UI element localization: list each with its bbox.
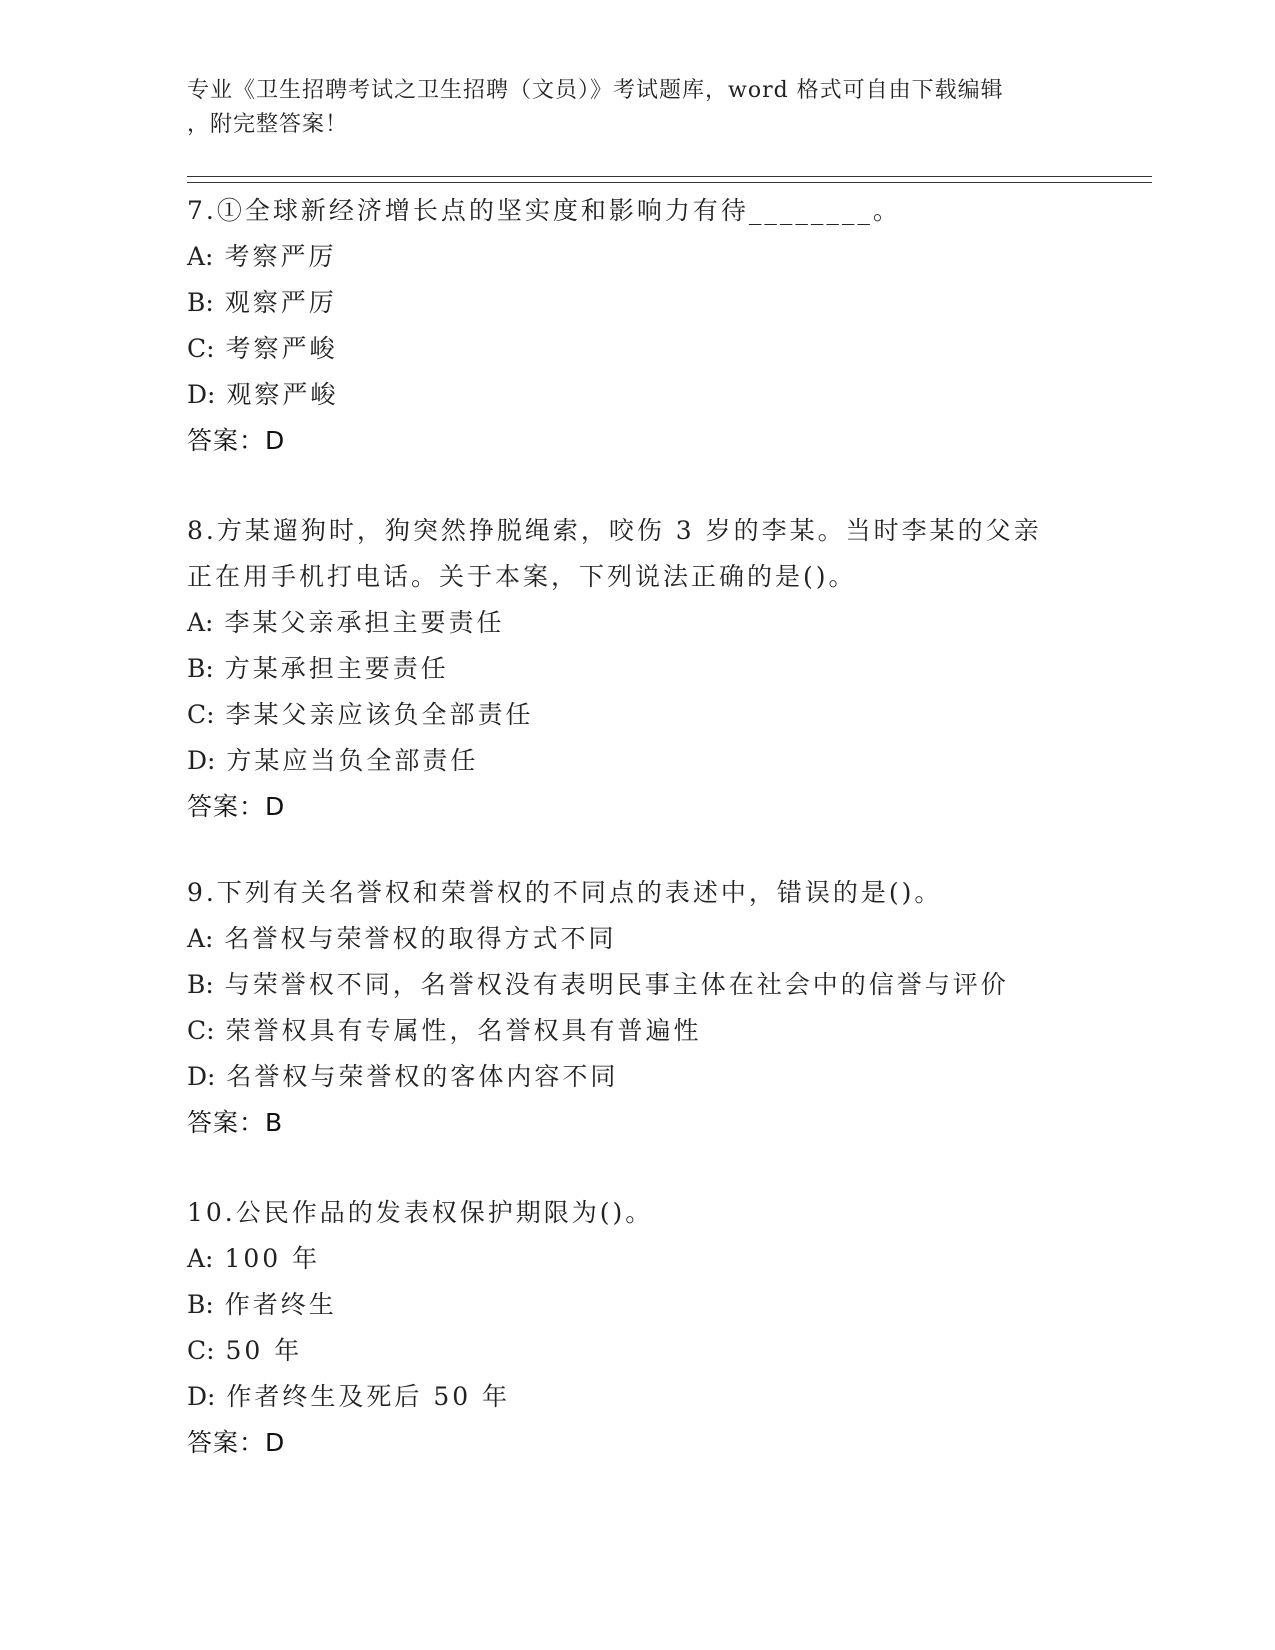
option-text: 观察严厉: [224, 288, 337, 317]
option-text: 与荣誉权不同，名誉权没有表明民事主体在社会中的信誉与评价: [224, 970, 1009, 999]
question-stem: 10.公民作品的发表权保护期限为()。: [187, 1198, 654, 1227]
option-d: [187, 1054, 1087, 1100]
option-c: [187, 1008, 1087, 1054]
option-b: [187, 646, 1087, 692]
option-d: [187, 372, 1087, 418]
answer-text: 答案：D: [187, 792, 286, 821]
option-label: D:: [187, 1062, 216, 1091]
option-text: 李某父亲应该负全部责任: [225, 700, 534, 729]
answer-text: 答案：D: [187, 1428, 286, 1457]
option-label: C:: [187, 700, 215, 729]
document-header: [187, 74, 1067, 142]
option-a: [187, 600, 1087, 646]
option-text: 李某父亲承担主要责任: [224, 608, 505, 637]
option-c: [187, 326, 1087, 372]
option-label: B:: [187, 288, 214, 317]
option-label: C:: [187, 334, 215, 363]
header-divider-top: [187, 176, 1152, 177]
option-label: C:: [187, 1336, 215, 1365]
header-line-2: ，附完整答案！: [187, 112, 349, 137]
option-label: B:: [187, 970, 214, 999]
option-c: [187, 1328, 1087, 1374]
question-stem: 7.①全球新经济增长点的坚实度和影响力有待________。: [187, 196, 901, 225]
option-label: D:: [187, 380, 216, 409]
option-label: B:: [187, 654, 214, 683]
option-label: A:: [187, 924, 214, 953]
option-text: 方某应当负全部责任: [226, 746, 479, 775]
question-10: [187, 1190, 1087, 1466]
option-d: [187, 738, 1087, 784]
option-label: A:: [187, 242, 214, 271]
option-c: [187, 692, 1087, 738]
option-label: D:: [187, 1382, 216, 1411]
option-text: 名誉权与荣誉权的客体内容不同: [226, 1062, 619, 1091]
option-text: 作者终生: [224, 1290, 337, 1319]
answer-text: 答案：B: [187, 1108, 284, 1137]
option-label: A:: [187, 1244, 214, 1273]
option-text: 50 年: [225, 1336, 303, 1365]
option-text: 观察严峻: [226, 380, 339, 409]
option-label: B:: [187, 1290, 214, 1319]
question-stem-line-1: 8.方某遛狗时，狗突然挣脱绳索，咬伤 3 岁的李某。当时李某的父亲: [187, 516, 1042, 545]
option-text: 100 年: [224, 1244, 321, 1273]
question-9: [187, 870, 1087, 1146]
option-b: [187, 962, 1087, 1008]
option-text: 考察严峻: [225, 334, 338, 363]
header-divider-bottom: [187, 182, 1152, 183]
option-a: [187, 1236, 1087, 1282]
option-text: 名誉权与荣誉权的取得方式不同: [224, 924, 617, 953]
option-text: 考察严厉: [224, 242, 337, 271]
question-stem: 9.下列有关名誉权和荣誉权的不同点的表述中，错误的是()。: [187, 878, 943, 907]
option-text: 方某承担主要责任: [224, 654, 449, 683]
option-a: [187, 916, 1087, 962]
question-7: [187, 188, 1087, 464]
option-b: [187, 1282, 1087, 1328]
option-text: 荣誉权具有专属性，名誉权具有普遍性: [225, 1016, 702, 1045]
option-text: 作者终生及死后 50 年: [226, 1382, 511, 1411]
header-line-1: 专业《卫生招聘考试之卫生招聘（文员）》考试题库，word 格式可自由下载编辑: [187, 78, 1004, 103]
option-d: [187, 1374, 1087, 1420]
option-a: [187, 234, 1087, 280]
answer-text: 答案：D: [187, 426, 286, 455]
question-8: [187, 508, 1087, 830]
option-label: D:: [187, 746, 216, 775]
option-b: [187, 280, 1087, 326]
question-stem-line-2: 正在用手机打电话。关于本案，下列说法正确的是()。: [187, 562, 857, 591]
option-label: A:: [187, 608, 214, 637]
option-label: C:: [187, 1016, 215, 1045]
